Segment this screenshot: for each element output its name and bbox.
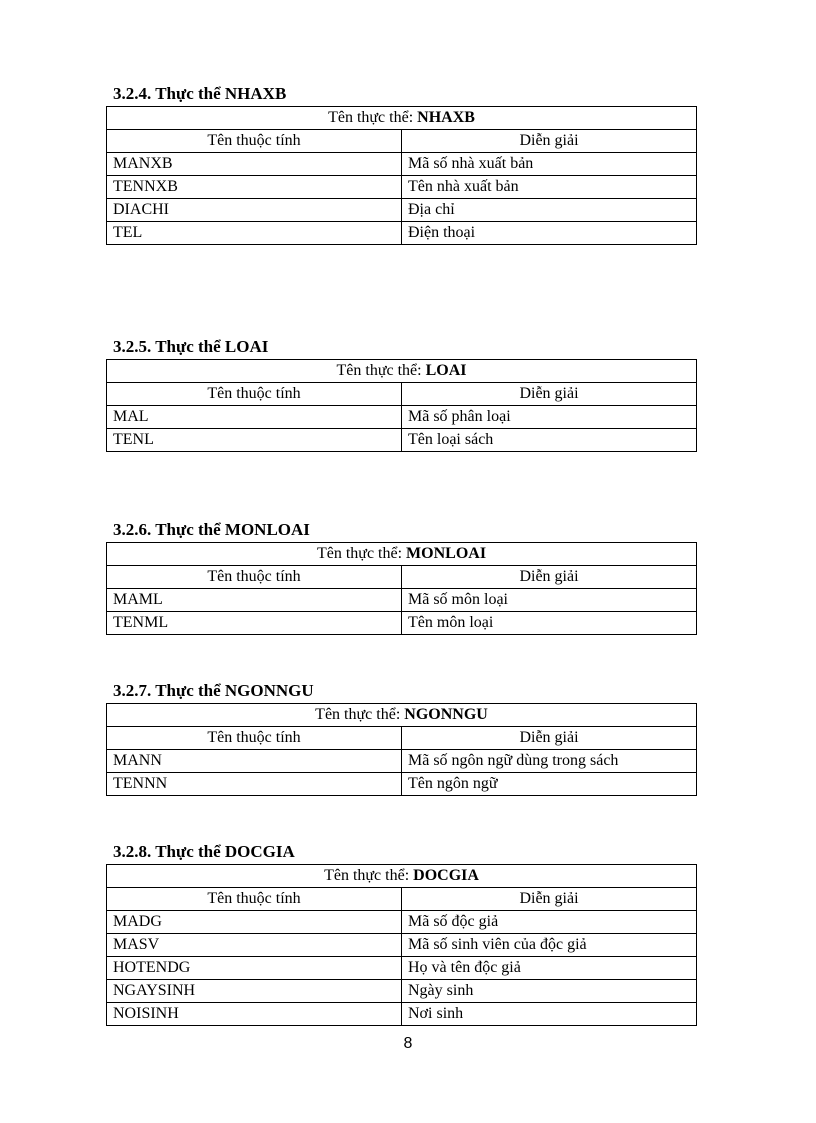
column-header-attribute: Tên thuộc tính bbox=[107, 727, 402, 750]
description-cell: Điện thoại bbox=[402, 222, 697, 245]
column-header-description: Diễn giải bbox=[402, 566, 697, 589]
page-number: 8 bbox=[403, 1035, 413, 1052]
entity-table bbox=[106, 542, 697, 635]
description-cell: Tên môn loại bbox=[402, 612, 697, 635]
table-row bbox=[107, 911, 697, 934]
section-ngonngu bbox=[106, 681, 697, 796]
description-cell: Nơi sinh bbox=[402, 1003, 697, 1026]
attribute-cell: TEL bbox=[107, 222, 402, 245]
section-heading: 3.2.8. Thực thể DOCGIA bbox=[113, 842, 295, 861]
column-header-description: Diễn giải bbox=[402, 727, 697, 750]
table-row bbox=[107, 980, 697, 1003]
section-docgia bbox=[106, 842, 697, 1026]
attribute-cell: NGAYSINH bbox=[107, 980, 402, 1003]
description-cell: Mã số ngôn ngữ dùng trong sách bbox=[402, 750, 697, 773]
entity-table bbox=[106, 703, 697, 796]
column-header-attribute: Tên thuộc tính bbox=[107, 888, 402, 911]
attribute-cell: MANN bbox=[107, 750, 402, 773]
attribute-cell: NOISINH bbox=[107, 1003, 402, 1026]
attribute-cell: MAL bbox=[107, 406, 402, 429]
entity-title-prefix: Tên thực thể: bbox=[336, 362, 422, 379]
description-cell: Mã số nhà xuất bản bbox=[402, 153, 697, 176]
attribute-cell: MADG bbox=[107, 911, 402, 934]
entity-title-prefix: Tên thực thể: bbox=[324, 867, 410, 884]
column-header-description: Diễn giải bbox=[402, 130, 697, 153]
entity-title-cell bbox=[107, 543, 697, 566]
description-cell: Địa chỉ bbox=[402, 199, 697, 222]
table-row bbox=[107, 176, 697, 199]
section-nhaxb bbox=[106, 84, 697, 245]
description-cell: Họ và tên độc giả bbox=[402, 957, 697, 980]
attribute-cell: MASV bbox=[107, 934, 402, 957]
section-heading: 3.2.5. Thực thể LOAI bbox=[113, 337, 269, 356]
column-header-attribute: Tên thuộc tính bbox=[107, 130, 402, 153]
attribute-cell: DIACHI bbox=[107, 199, 402, 222]
table-row bbox=[107, 1003, 697, 1026]
table-row bbox=[107, 773, 697, 796]
entity-name: MONLOAI bbox=[406, 545, 487, 562]
section-heading: 3.2.7. Thực thể NGONNGU bbox=[113, 681, 314, 700]
attribute-cell: HOTENDG bbox=[107, 957, 402, 980]
table-row bbox=[107, 750, 697, 773]
entity-title-cell bbox=[107, 704, 697, 727]
entity-name: LOAI bbox=[425, 362, 467, 379]
table-row bbox=[107, 153, 697, 176]
table-row bbox=[107, 589, 697, 612]
table-row bbox=[107, 957, 697, 980]
section-loai bbox=[106, 337, 697, 452]
attribute-cell: TENML bbox=[107, 612, 402, 635]
description-cell: Mã số sinh viên của độc giả bbox=[402, 934, 697, 957]
section-monloai bbox=[106, 520, 697, 635]
description-cell: Mã số môn loại bbox=[402, 589, 697, 612]
entity-name: DOCGIA bbox=[413, 867, 479, 884]
description-cell: Mã số độc giả bbox=[402, 911, 697, 934]
column-header-attribute: Tên thuộc tính bbox=[107, 383, 402, 406]
column-header-description: Diễn giải bbox=[402, 383, 697, 406]
entity-table bbox=[106, 359, 697, 452]
table-row bbox=[107, 199, 697, 222]
section-heading: 3.2.6. Thực thể MONLOAI bbox=[113, 520, 310, 539]
description-cell: Tên ngôn ngữ bbox=[402, 773, 697, 796]
attribute-cell: TENNN bbox=[107, 773, 402, 796]
table-row bbox=[107, 222, 697, 245]
table-row bbox=[107, 612, 697, 635]
entity-table bbox=[106, 864, 697, 1026]
entity-title-prefix: Tên thực thể: bbox=[316, 545, 403, 562]
section-heading: 3.2.4. Thực thể NHAXB bbox=[113, 84, 287, 103]
entity-table bbox=[106, 106, 697, 245]
entity-title-cell bbox=[107, 107, 697, 130]
entity-title-prefix: Tên thực thể: bbox=[328, 109, 414, 126]
description-cell: Mã số phân loại bbox=[402, 406, 697, 429]
entity-title-cell bbox=[107, 865, 697, 888]
entity-name: NHAXB bbox=[417, 109, 475, 126]
entity-title-prefix: Tên thực thể: bbox=[315, 706, 401, 723]
attribute-cell: TENL bbox=[107, 429, 402, 452]
attribute-cell: MAML bbox=[107, 589, 402, 612]
table-row bbox=[107, 429, 697, 452]
entity-name: NGONNGU bbox=[404, 706, 488, 723]
column-header-attribute: Tên thuộc tính bbox=[107, 566, 402, 589]
description-cell: Tên nhà xuất bản bbox=[402, 176, 697, 199]
table-row bbox=[107, 934, 697, 957]
description-cell: Tên loại sách bbox=[402, 429, 697, 452]
attribute-cell: MANXB bbox=[107, 153, 402, 176]
attribute-cell: TENNXB bbox=[107, 176, 402, 199]
description-cell: Ngày sinh bbox=[402, 980, 697, 1003]
table-row bbox=[107, 406, 697, 429]
column-header-description: Diễn giải bbox=[402, 888, 697, 911]
entity-title-cell bbox=[107, 360, 697, 383]
